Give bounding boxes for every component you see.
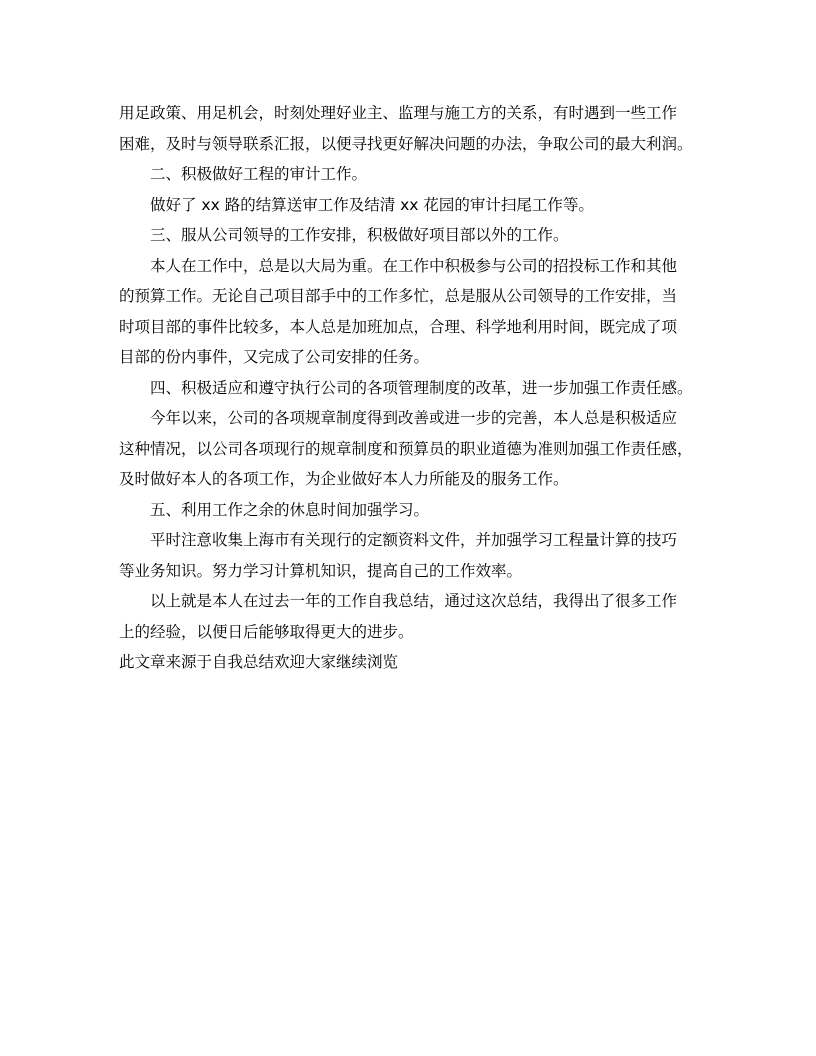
paragraph-line: 上的经验，以便日后能够取得更大的进步。 xyxy=(119,622,414,641)
section-heading: 三、服从公司领导的工作安排，积极做好项目部以外的工作。 xyxy=(150,226,569,244)
paragraph-line: 及时做好本人的各项工作，为企业做好本人力所能及的服务工作。 xyxy=(119,470,569,488)
paragraph-line: 做好了 xx 路的结算送审工作及结清 xx 花园的审计扫尾工作等。 xyxy=(150,195,594,214)
paragraph-line: 目部的份内事件，又完成了公司安排的任务。 xyxy=(119,348,430,366)
source-note: 此文章来源于自我总结欢迎大家继续浏览 xyxy=(119,653,399,671)
paragraph-line: 用足政策、用足机会，时刻处理好业主、监理与施工方的关系，有时遇到一些工作 xyxy=(119,104,678,122)
paragraph-line: 困难，及时与领导联系汇报，以便寻找更好解决问题的办法，争取公司的最大利润。 xyxy=(119,134,693,153)
paragraph-line: 平时注意收集上海市有关现行的定额资料文件，并加强学习工程量计算的技巧 xyxy=(150,531,678,549)
section-heading: 二、积极做好工程的审计工作。 xyxy=(150,165,368,183)
paragraph-line: 今年以来，公司的各项规章制度得到改善或进一步的完善，本人总是积极适应 xyxy=(150,409,678,427)
paragraph-line: 的预算工作。无论自己项目部手中的工作多忙，总是服从公司领导的工作安排，当 xyxy=(119,287,678,305)
section-heading: 四、积极适应和遵守执行公司的各项管理制度的改革，进一步加强工作责任感。 xyxy=(150,378,693,397)
paragraph-line: 这种情况，以公司各项现行的规章制度和预算员的职业道德为准则加强工作责任感， xyxy=(119,439,693,458)
paragraph-line: 以上就是本人在过去一年的工作自我总结，通过这次总结，我得出了很多工作 xyxy=(150,592,678,610)
paragraph-line: 时项目部的事件比较多，本人总是加班加点，合理、科学地利用时间，既完成了项 xyxy=(119,317,678,336)
paragraph-line: 等业务知识。努力学习计算机知识，提高自己的工作效率。 xyxy=(119,561,523,580)
paragraph-line: 本人在工作中，总是以大局为重。在工作中积极参与公司的招投标工作和其他 xyxy=(150,256,678,275)
section-heading: 五、利用工作之余的休息时间加强学习。 xyxy=(150,500,430,519)
document-body xyxy=(119,98,699,678)
